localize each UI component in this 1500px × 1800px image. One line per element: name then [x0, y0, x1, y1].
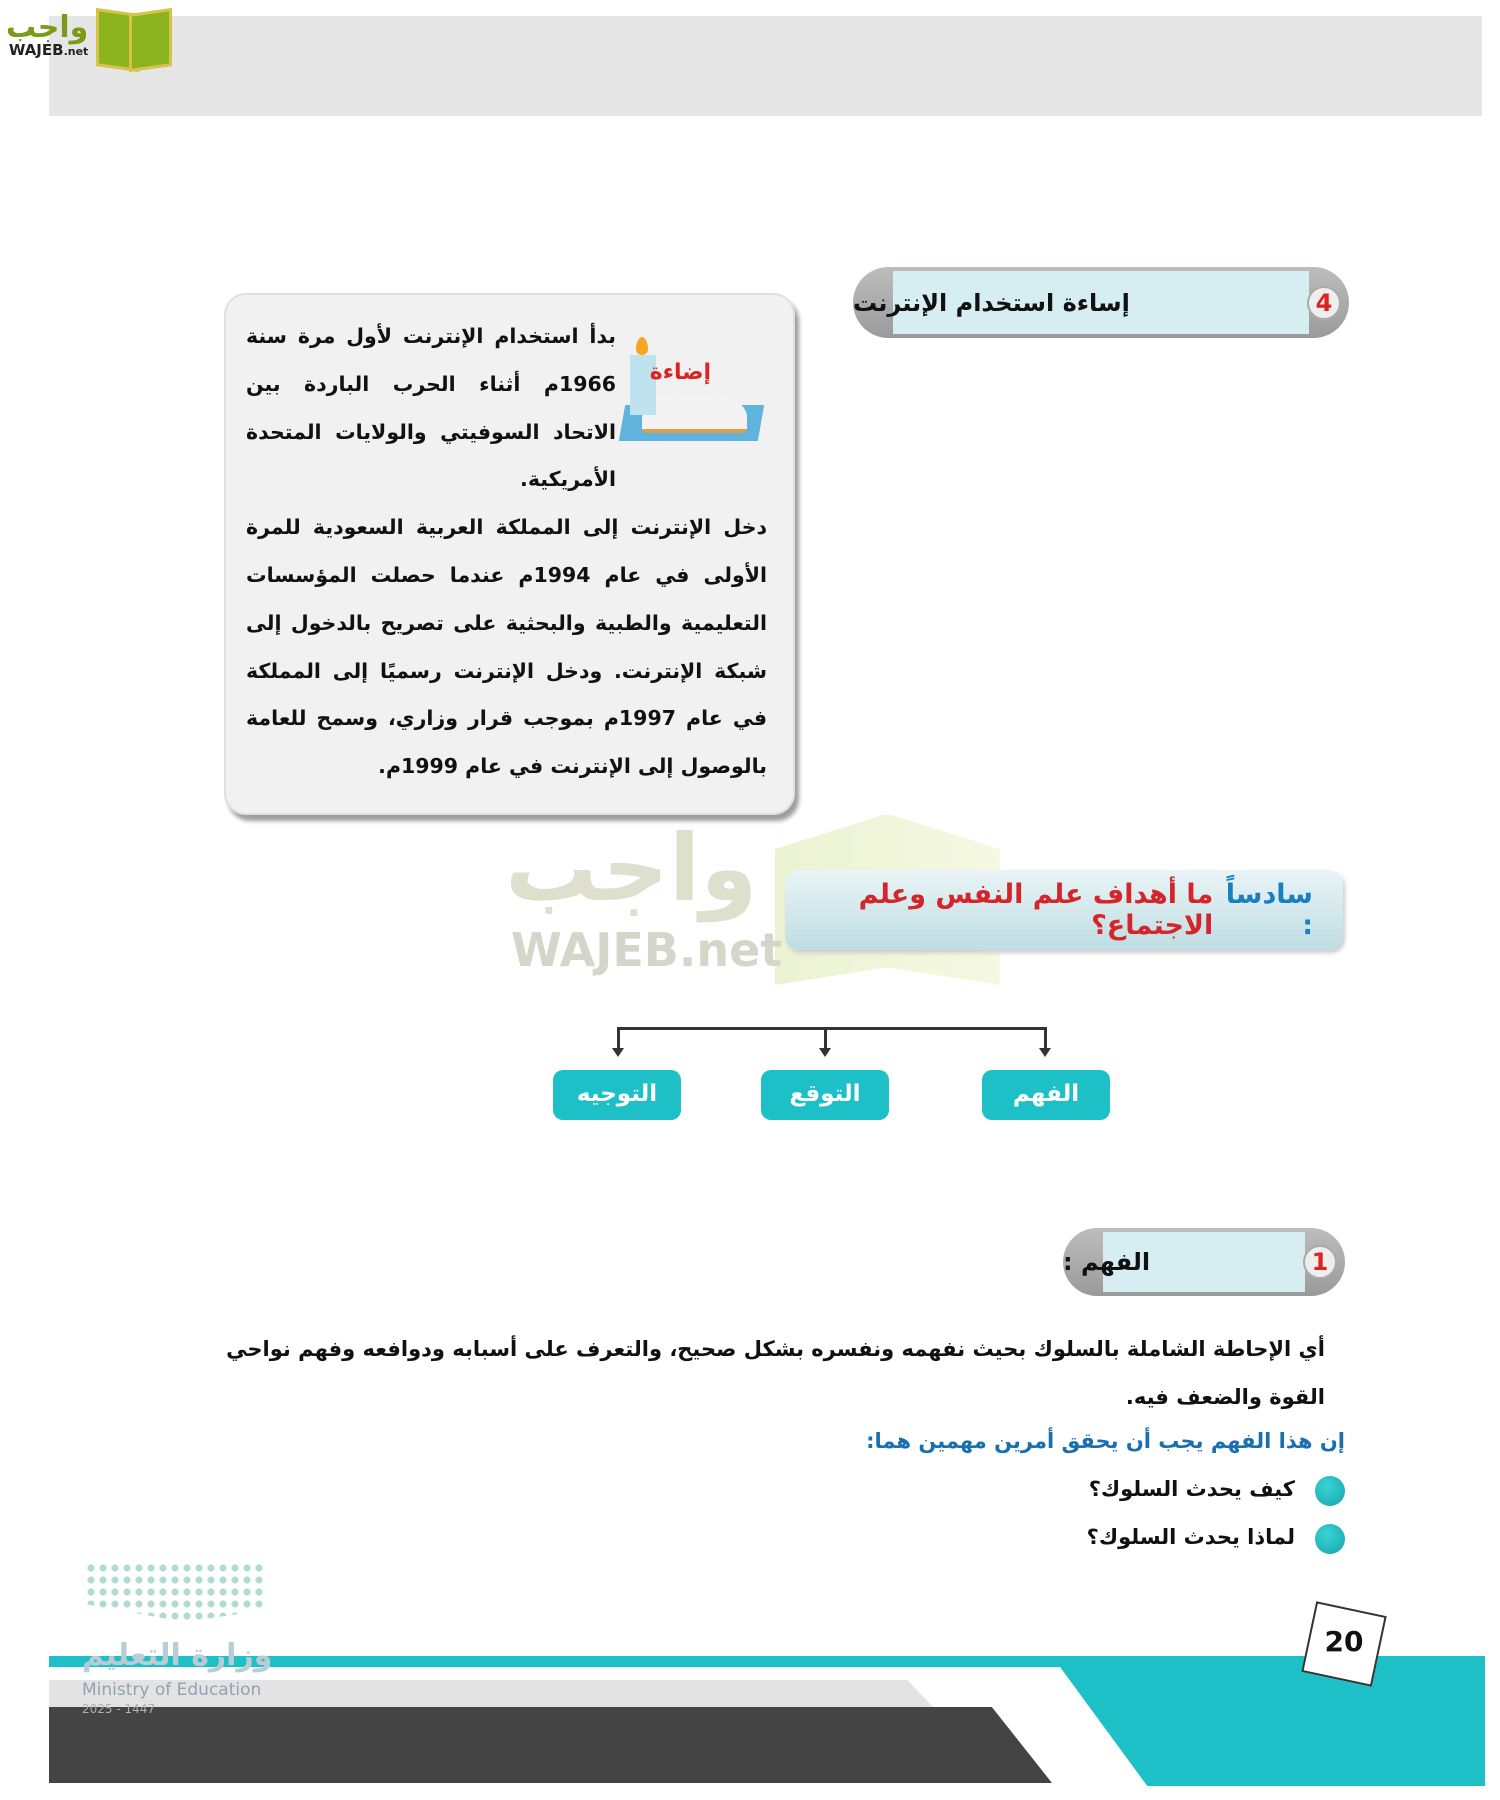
tree-branch [617, 1027, 620, 1049]
section-title: إساءة استخدام الإنترنت [853, 288, 1130, 317]
footer-dark-band [49, 1707, 1052, 1783]
goal-understanding: الفهم [982, 1070, 1110, 1120]
section-6-heading [785, 870, 1343, 950]
bullet-item: كيف يحدث السلوك؟ [1088, 1477, 1295, 1501]
ministry-name-english: Ministry of Education [82, 1680, 262, 1700]
top-bar [49, 16, 1482, 116]
logo-arabic: واجب [6, 9, 89, 45]
logo-suffix: .net [63, 44, 89, 58]
wajeb-logo[interactable] [6, 4, 191, 66]
definition-text: أي الإحاطة الشاملة بالسلوك بحيث نفهمه ونفسره بشكل صحيح، والتعرف على أسبابه ودوافعه وفهم نواحي القوة والضعف فيه. [226, 1337, 1325, 1409]
tree-branch [824, 1027, 827, 1049]
goal-prediction: التوقع [761, 1070, 889, 1120]
bullet-icon [1315, 1524, 1345, 1554]
arrow-down-icon [612, 1048, 624, 1057]
info-paragraph-1: بدأ استخدام الإنترنت لأول مرة سنة 1966م أثناء الحرب الباردة بين الاتحاد السوفيتي والولايات المتحدة الأمريكية. [246, 324, 616, 492]
section-title: الفهم : [1063, 1248, 1151, 1276]
heading-prefix: سادساً : [1225, 879, 1313, 941]
requirement-text: إن هذا الفهم يجب أن يحقق أمرين مهمين هما: [866, 1429, 1345, 1453]
logo-english: WAJEB [8, 40, 64, 59]
ministry-logo-icon [85, 1562, 265, 1622]
info-box [224, 293, 795, 815]
footer-teal-shape [1052, 1656, 1485, 1786]
bullet-icon [1315, 1476, 1345, 1506]
arrow-down-icon [819, 1048, 831, 1057]
watermark-arabic: واجب [505, 815, 758, 922]
book-icon [94, 5, 174, 65]
arrow-down-icon [1039, 1048, 1051, 1057]
tree-branch [1044, 1027, 1047, 1049]
tree-connector [617, 1027, 1047, 1030]
ministry-year: 2025 - 1447 [82, 1702, 156, 1716]
heading-title: ما أهداف علم النفس وعلم الاجتماع؟ [858, 879, 1214, 941]
goal-guidance: التوجيه [553, 1070, 681, 1120]
ministry-name-arabic: وزارة التعليم [82, 1638, 273, 1673]
idea-label: إضاءة [649, 360, 711, 385]
page-number: 20 [1324, 1625, 1364, 1658]
watermark-english: WAJEB.net [511, 923, 783, 977]
section-number: 4 [1307, 286, 1341, 320]
info-paragraph-2: دخل الإنترنت إلى المملكة العربية السعودية للمرة الأولى في عام 1994م عندما حصلت المؤسسات التعليمية والطبية والبحثية على تصريح بالدخول إلى شبكة الإنترنت. ودخل الإنترنت رسميًا إلى المملكة في عام 1997م بموجب قرار وزاري، وسمح للعامة بالوصول إلى الإنترنت في عام 1999م. [246, 515, 767, 779]
bullet-item: لماذا يحدث السلوك؟ [1086, 1525, 1295, 1549]
candle-book-icon [622, 323, 767, 473]
section-1-header [1063, 1228, 1345, 1296]
section-4-header [853, 267, 1349, 338]
section-number: 1 [1303, 1245, 1337, 1279]
